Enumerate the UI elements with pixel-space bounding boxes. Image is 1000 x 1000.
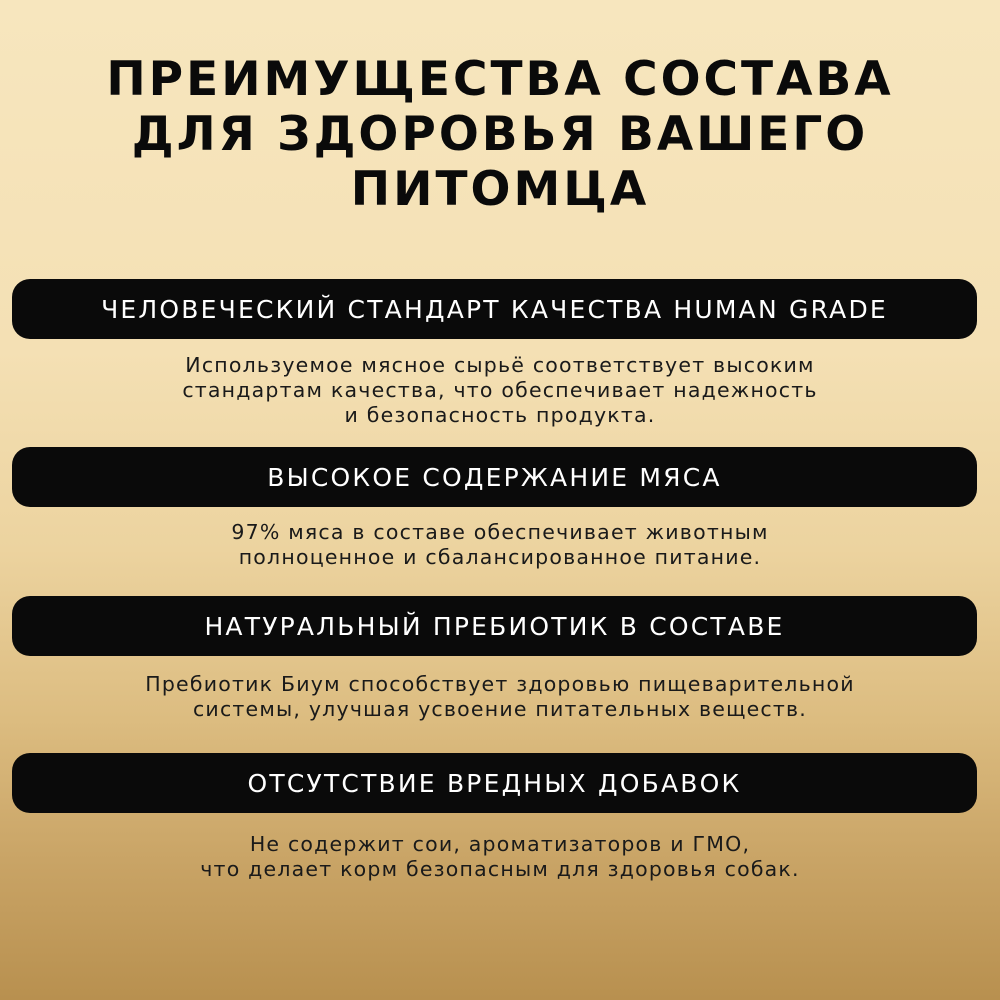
page-title-line: ПРЕИМУЩЕСТВА СОСТАВА: [106, 52, 894, 107]
benefit-description-prebiotic: [40, 672, 960, 722]
benefit-heading-prebiotic: [12, 596, 977, 656]
benefit-description-human-grade: [40, 353, 960, 428]
benefit-description-line: Не содержит сои, ароматизаторов и ГМО,: [249, 832, 751, 856]
benefit-description-line: полноценное и сбалансированное питание.: [238, 545, 762, 569]
benefit-heading-text: НАТУРАЛЬНЫЙ ПРЕБИОТИК В СОСТАВЕ: [204, 611, 785, 641]
benefit-description-line: что делает корм безопасным для здоровья собак.: [200, 857, 800, 881]
benefit-description-line: и безопасность продукта.: [344, 403, 656, 427]
page-title: [60, 52, 940, 217]
page-title-line: ДЛЯ ЗДОРОВЬЯ ВАШЕГО: [131, 107, 869, 162]
benefit-description-line: стандартам качества, что обеспечивает надежность: [182, 378, 818, 402]
benefit-description-line: системы, улучшая усвоение питательных веществ.: [192, 697, 808, 721]
benefit-heading-text: ЧЕЛОВЕЧЕСКИЙ СТАНДАРТ КАЧЕСТВА HUMAN GRADE: [101, 294, 888, 324]
benefit-heading-meat-content: [12, 447, 977, 507]
benefit-heading-no-additives: [12, 753, 977, 813]
benefit-heading-text: ОТСУТСТВИЕ ВРЕДНЫХ ДОБАВОК: [247, 768, 742, 798]
benefit-heading-text: ВЫСОКОЕ СОДЕРЖАНИЕ МЯСА: [267, 462, 722, 492]
benefit-description-meat-content: [40, 520, 960, 570]
benefit-description-line: Используемое мясное сырьё соответствует высоким: [185, 353, 815, 377]
page-title-line: ПИТОМЦА: [350, 162, 650, 217]
benefit-description-line: Пребиотик Биум способствует здоровью пищеварительной: [145, 672, 855, 696]
benefit-description-line: 97% мяса в составе обеспечивает животным: [231, 520, 769, 544]
benefit-heading-human-grade: [12, 279, 977, 339]
benefit-description-no-additives: [40, 832, 960, 882]
